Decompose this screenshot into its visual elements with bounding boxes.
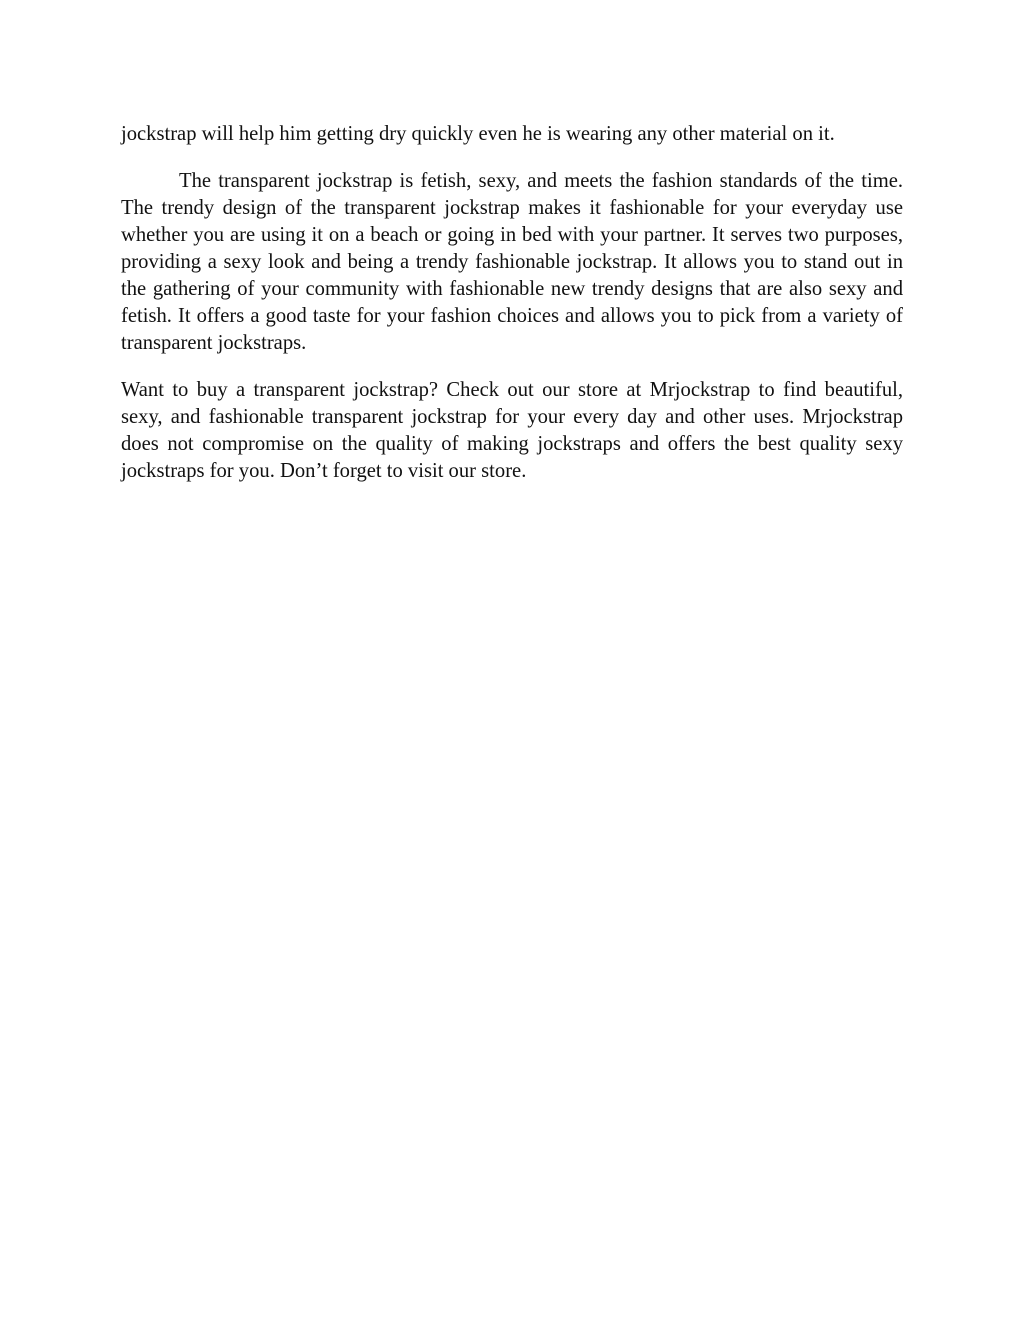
paragraph-store-call-to-action: Want to buy a transparent jockstrap? Check out our store at Mrjockstrap to find beautiful, sexy, and fashionable transparent jockstrap for your every day and other uses. Mrjockstrap does not compromise on the quality of making jockstraps and offers the best quality sexy jockstraps for you. Don’t forget to visit our store. <box>121 379 903 482</box>
paragraph-transparent-jockstrap: The transparent jockstrap is fetish, sexy, and meets the fashion standards of the time. The trendy design of the transparent jockstrap makes it fashionable for your everyday use whether you are using it on a beach or going in bed with your partner. It serves two purposes, providing a sexy look and being a trendy fashionable jockstrap. It allows you to stand out in the gathering of your community with fashionable new trendy designs that are also sexy and fetish. It offers a good taste for your fashion choices and allows you to pick from a variety of transparent jockstraps. <box>121 170 903 354</box>
body-text <box>121 121 903 505</box>
paragraph-continuation: jockstrap will help him getting dry quickly even he is wearing any other material on it. <box>121 123 835 145</box>
